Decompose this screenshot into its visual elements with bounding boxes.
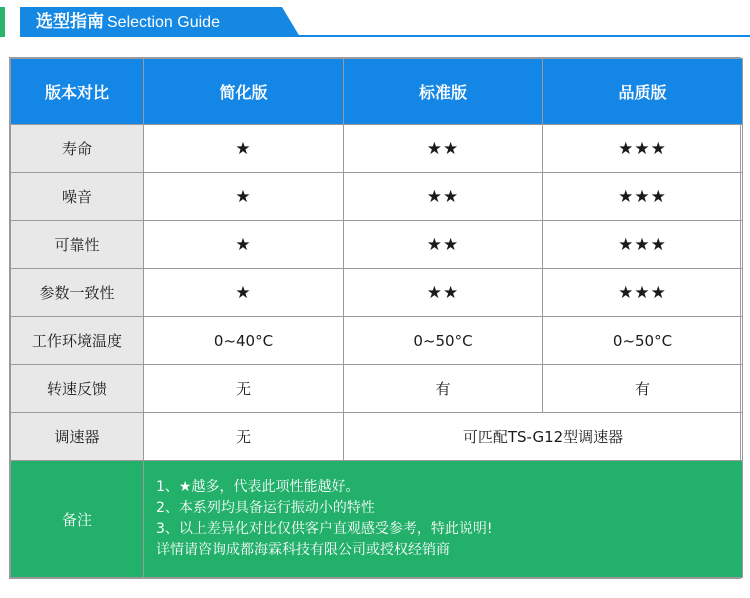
table-row-noise bbox=[11, 173, 743, 221]
rating-cell: ★★★ bbox=[543, 173, 743, 221]
page-title bbox=[36, 9, 220, 35]
rating-cell: ★★★ bbox=[543, 269, 743, 317]
table-row-lifespan bbox=[11, 125, 743, 173]
section-header bbox=[0, 0, 750, 40]
table-cell: 0~50°C bbox=[344, 317, 543, 365]
row-label: 可靠性 bbox=[11, 221, 144, 269]
note-line: 1、★越多，代表此项性能越好。 bbox=[156, 479, 360, 495]
note-line: 3、以上差异化对比仅供客户直观感受参考，特此说明! bbox=[156, 521, 493, 537]
table-cell-merged: 可匹配TS-G12型调速器 bbox=[344, 413, 743, 461]
table-row-temperature bbox=[11, 317, 743, 365]
rating-cell: ★★ bbox=[344, 221, 543, 269]
table-cell: 有 bbox=[543, 365, 743, 413]
row-label: 噪音 bbox=[11, 173, 144, 221]
table-cell: 无 bbox=[144, 365, 344, 413]
table-cell: 有 bbox=[344, 365, 543, 413]
row-label: 转速反馈 bbox=[11, 365, 144, 413]
note-line: 2、本系列均具备运行振动小的特性 bbox=[156, 500, 375, 516]
header-underline bbox=[20, 35, 750, 37]
row-label: 工作环境温度 bbox=[11, 317, 144, 365]
selection-table bbox=[9, 57, 741, 579]
table-row-reliability bbox=[11, 221, 743, 269]
table-cell: 无 bbox=[144, 413, 344, 461]
row-label: 寿命 bbox=[11, 125, 144, 173]
rating-cell: ★ bbox=[144, 269, 344, 317]
header-cell-premium: 品质版 bbox=[543, 59, 743, 125]
rating-cell: ★★★ bbox=[543, 221, 743, 269]
rating-cell: ★ bbox=[144, 125, 344, 173]
row-label: 参数一致性 bbox=[11, 269, 144, 317]
notes-cell bbox=[144, 461, 743, 578]
page-title-en: Selection Guide bbox=[107, 14, 220, 31]
header-cell-basic: 简化版 bbox=[144, 59, 344, 125]
page-title-zh: 选型指南 bbox=[36, 12, 104, 32]
table-row-governor bbox=[11, 413, 743, 461]
rating-cell: ★★★ bbox=[543, 125, 743, 173]
table-cell: 0~50°C bbox=[543, 317, 743, 365]
header-accent-bar bbox=[0, 7, 5, 37]
rating-cell: ★★ bbox=[344, 173, 543, 221]
rating-cell: ★ bbox=[144, 173, 344, 221]
rating-cell: ★★ bbox=[344, 269, 543, 317]
table-header-row bbox=[11, 59, 743, 125]
rating-cell: ★ bbox=[144, 221, 344, 269]
row-label: 调速器 bbox=[11, 413, 144, 461]
header-cell-standard: 标准版 bbox=[344, 59, 543, 125]
note-line: 详情请咨询成都海霖科技有限公司或授权经销商 bbox=[156, 542, 450, 558]
table-row-speed-feedback bbox=[11, 365, 743, 413]
header-cell-compare: 版本对比 bbox=[11, 59, 144, 125]
table-cell: 0~40°C bbox=[144, 317, 344, 365]
notes-label: 备注 bbox=[11, 461, 144, 578]
table-row-consistency bbox=[11, 269, 743, 317]
table-row-notes bbox=[11, 461, 743, 578]
rating-cell: ★★ bbox=[344, 125, 543, 173]
